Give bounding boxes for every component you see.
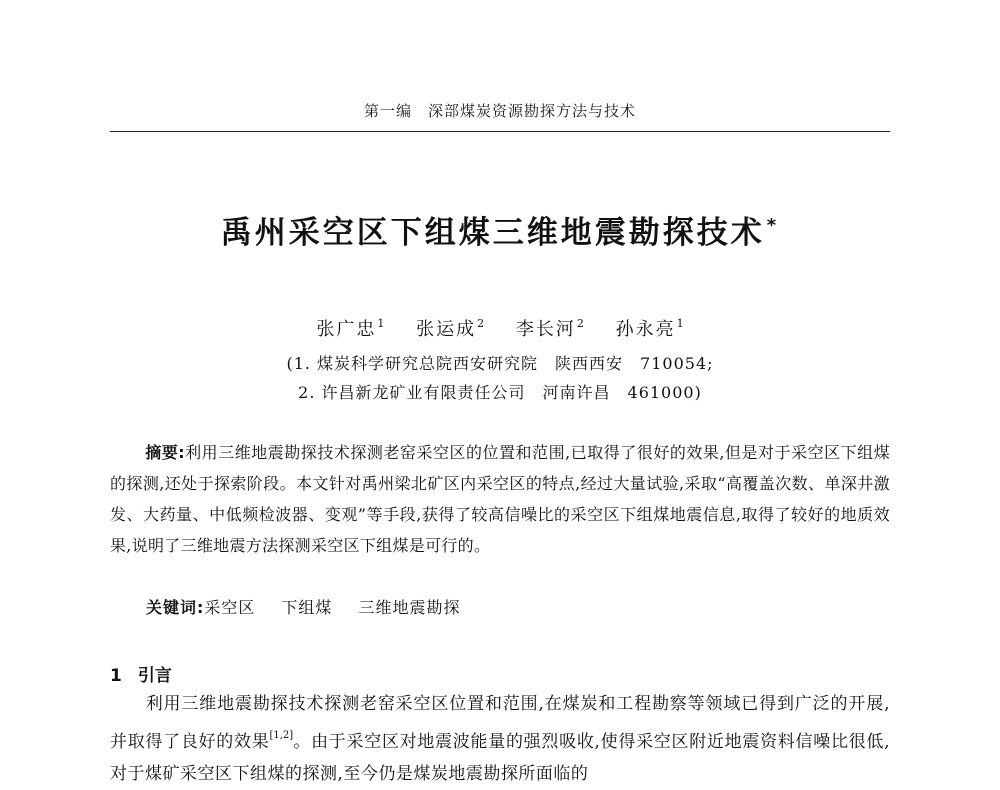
- author: [516, 315, 584, 341]
- author-affiliation-mark: 2: [576, 317, 584, 330]
- keyword: 采空区: [204, 598, 256, 617]
- author: [416, 315, 484, 341]
- author: [316, 315, 384, 341]
- author-name: 张广忠: [316, 319, 377, 340]
- section-heading: [110, 661, 172, 686]
- body-text-2: 。由于采空区对地震波能量的强烈吸收,使得采空区附近地震资料信噪比很低,对于煤矿采空区下组煤的探测,至今仍是煤炭地震勘探所面临的: [110, 732, 890, 784]
- paper-title: [110, 207, 890, 252]
- section-number: 1: [110, 666, 122, 686]
- citation-ref: [1,2]: [269, 730, 294, 741]
- abstract-label: 摘要:: [145, 443, 185, 462]
- author-affiliation-mark: 1: [377, 317, 385, 330]
- author-name: 李长河: [515, 319, 576, 340]
- keywords-label: 关键词:: [146, 598, 205, 617]
- abstract: [110, 437, 890, 561]
- author-name: 孙永亮: [615, 319, 676, 340]
- keyword: 三维地震勘探: [358, 598, 461, 617]
- header-rule: [110, 131, 890, 132]
- paper-title-text: 禹州采空区下组煤三维地震勘探技术: [220, 215, 765, 251]
- keyword: 下组煤: [281, 598, 333, 617]
- section-body: [110, 688, 890, 790]
- author-name: 张运成: [416, 319, 477, 340]
- running-header: 第一编 深部煤炭资源勘探方法与技术: [363, 102, 636, 120]
- section-title: 引言: [137, 666, 172, 686]
- title-footnote-mark: *: [766, 215, 780, 236]
- author-list: [110, 315, 890, 341]
- affiliation-1: (1. 煤炭科学研究总院西安研究院 陕西西安 710054;: [286, 354, 714, 373]
- body-text-1: 利用三维地震勘探技术探测老窑采空区位置和范围,在煤炭和工程勘察等领域已得到广泛的开展,并取得了良好的效果: [110, 694, 890, 752]
- keywords: [146, 595, 486, 618]
- author-affiliation-mark: 2: [477, 317, 485, 330]
- abstract-text: 利用三维地震勘探技术探测老窑采空区的位置和范围,已取得了很好的效果,但是对于采空区下组煤的探测,还处于探索阶段。本文针对禹州梁北矿区内采空区的特点,经过大量试验,采取“高覆盖次数、单深井激发、大药量、中低频检波器、变观”等手段,获得了较高信噪比的采空区下组煤地震信息,取得了较好的地质效果,说明了三维地震方法探测采空区下组煤是可行的。: [110, 443, 890, 555]
- author-affiliation-mark: 1: [676, 317, 684, 330]
- author: [616, 315, 684, 341]
- affiliation-2: 2. 许昌新龙矿业有限责任公司 河南许昌 461000): [298, 383, 702, 402]
